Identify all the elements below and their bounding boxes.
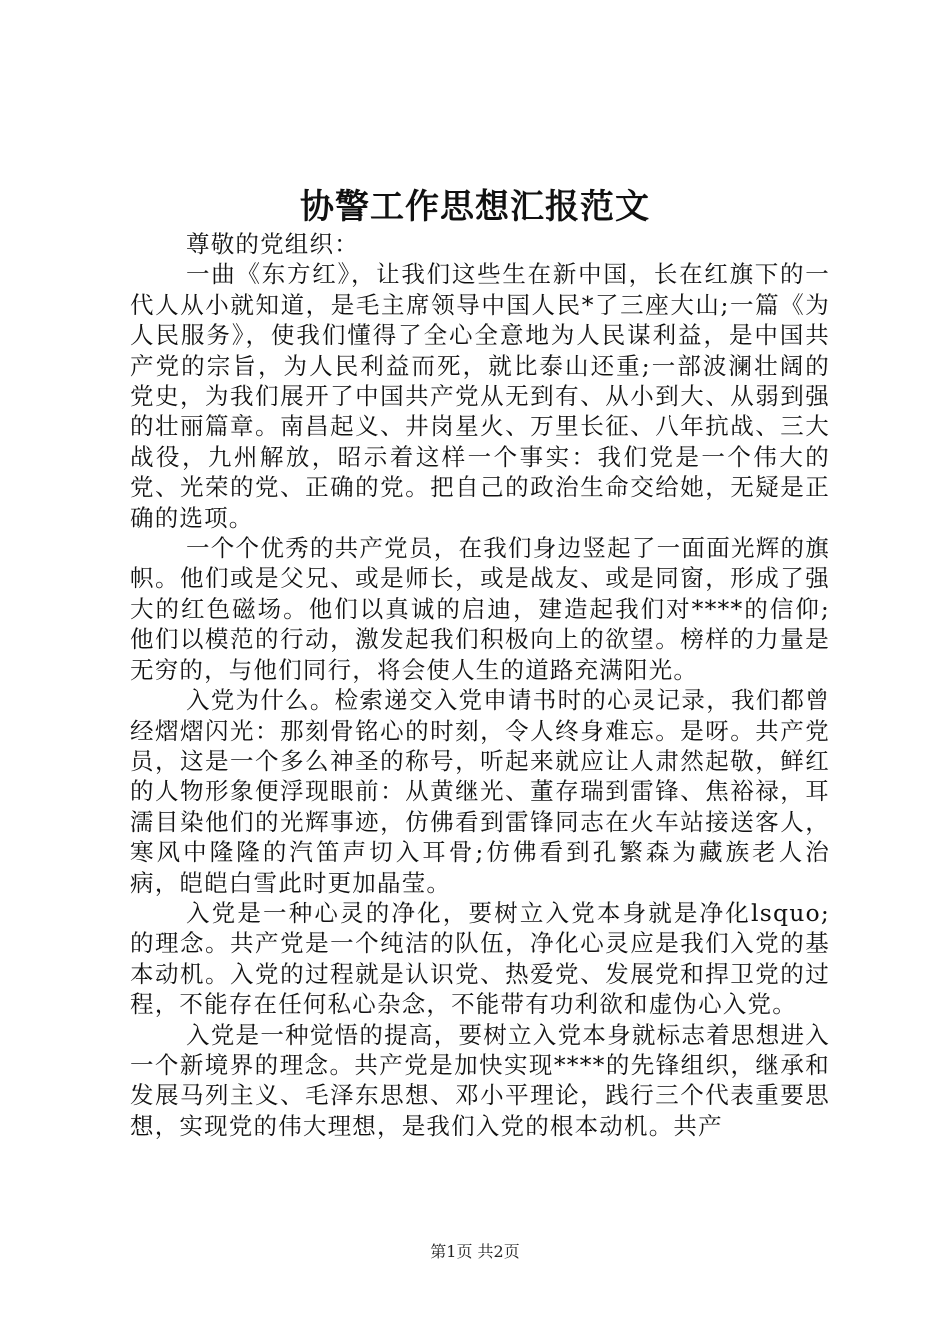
document-body (130, 229, 830, 1141)
document-title: 协警工作思想汇报范文 (300, 187, 650, 227)
page-footer: 第1页 共2页 (430, 1242, 520, 1261)
salutation: 尊敬的党组织： (186, 230, 359, 258)
paragraph-3: 入党为什么。检索递交入党申请书时的心灵记录，我们都曾经熠熠闪光：那刻骨铭心的时刻，令人终身难忘。是呀。共产党员，这是一个多么神圣的称号，听起来就应让人肃然起敬，鲜红的人物形象便浮现眼前：从黄继光、董存瑞到雷锋、焦裕禄，耳濡目染他们的光辉事迹，仿佛看到雷锋同志在火车站接送客人，寒风中隆隆的汽笛声切入耳骨;仿佛看到孔繁森为藏族老人治病，皑皑白雪此时更加晶莹。 (130, 686, 830, 897)
paragraph-2: 一个个优秀的共产党员，在我们身边竖起了一面面光辉的旗帜。他们或是父兄、或是师长，或是战友、或是同窗，形成了强大的红色磁场。他们以真诚的启迪，建造起我们对****的信仰;他们以模范的行动，激发起我们积极向上的欲望。榜样的力量是无穷的，与他们同行，将会使人生的道路充满阳光。 (130, 534, 830, 684)
paragraph-5: 入党是一种觉悟的提高，要树立入党本身就标志着思想进入一个新境界的理念。共产党是加快实现****的先锋组织，继承和发展马列主义、毛泽东思想、邓小平理论，践行三个代表重要思想，实现党的伟大理想，是我们入党的根本动机。共产 (130, 1020, 830, 1140)
paragraph-4: 入党是一种心灵的净化，要树立入党本身就是净化lsquo;的理念。共产党是一个纯洁的队伍，净化心灵应是我们入党的基本动机。入党的过程就是认识党、热爱党、发展党和捍卫党的过程，不能存在任何私心杂念，不能带有功利欲和虚伪心入党。 (130, 898, 830, 1019)
paragraph-1: 一曲《东方红》，让我们这些生在新中国，长在红旗下的一代人从小就知道，是毛主席领导中国人民*了三座大山;一篇《为人民服务》，使我们懂得了全心全意地为人民谋利益，是中国共产党的宗旨，为人民利益而死，就比泰山还重;一部波澜壮阔的党史，为我们展开了中国共产党从无到有、从小到大、从弱到强的壮丽篇章。南昌起义、井岗星火、万里长征、八年抗战、三大战役，九州解放，昭示着这样一个事实：我们党是一个伟大的党、光荣的党、正确的党。把自己的政治生命交给她，无疑是正确的选项。 (130, 260, 830, 532)
